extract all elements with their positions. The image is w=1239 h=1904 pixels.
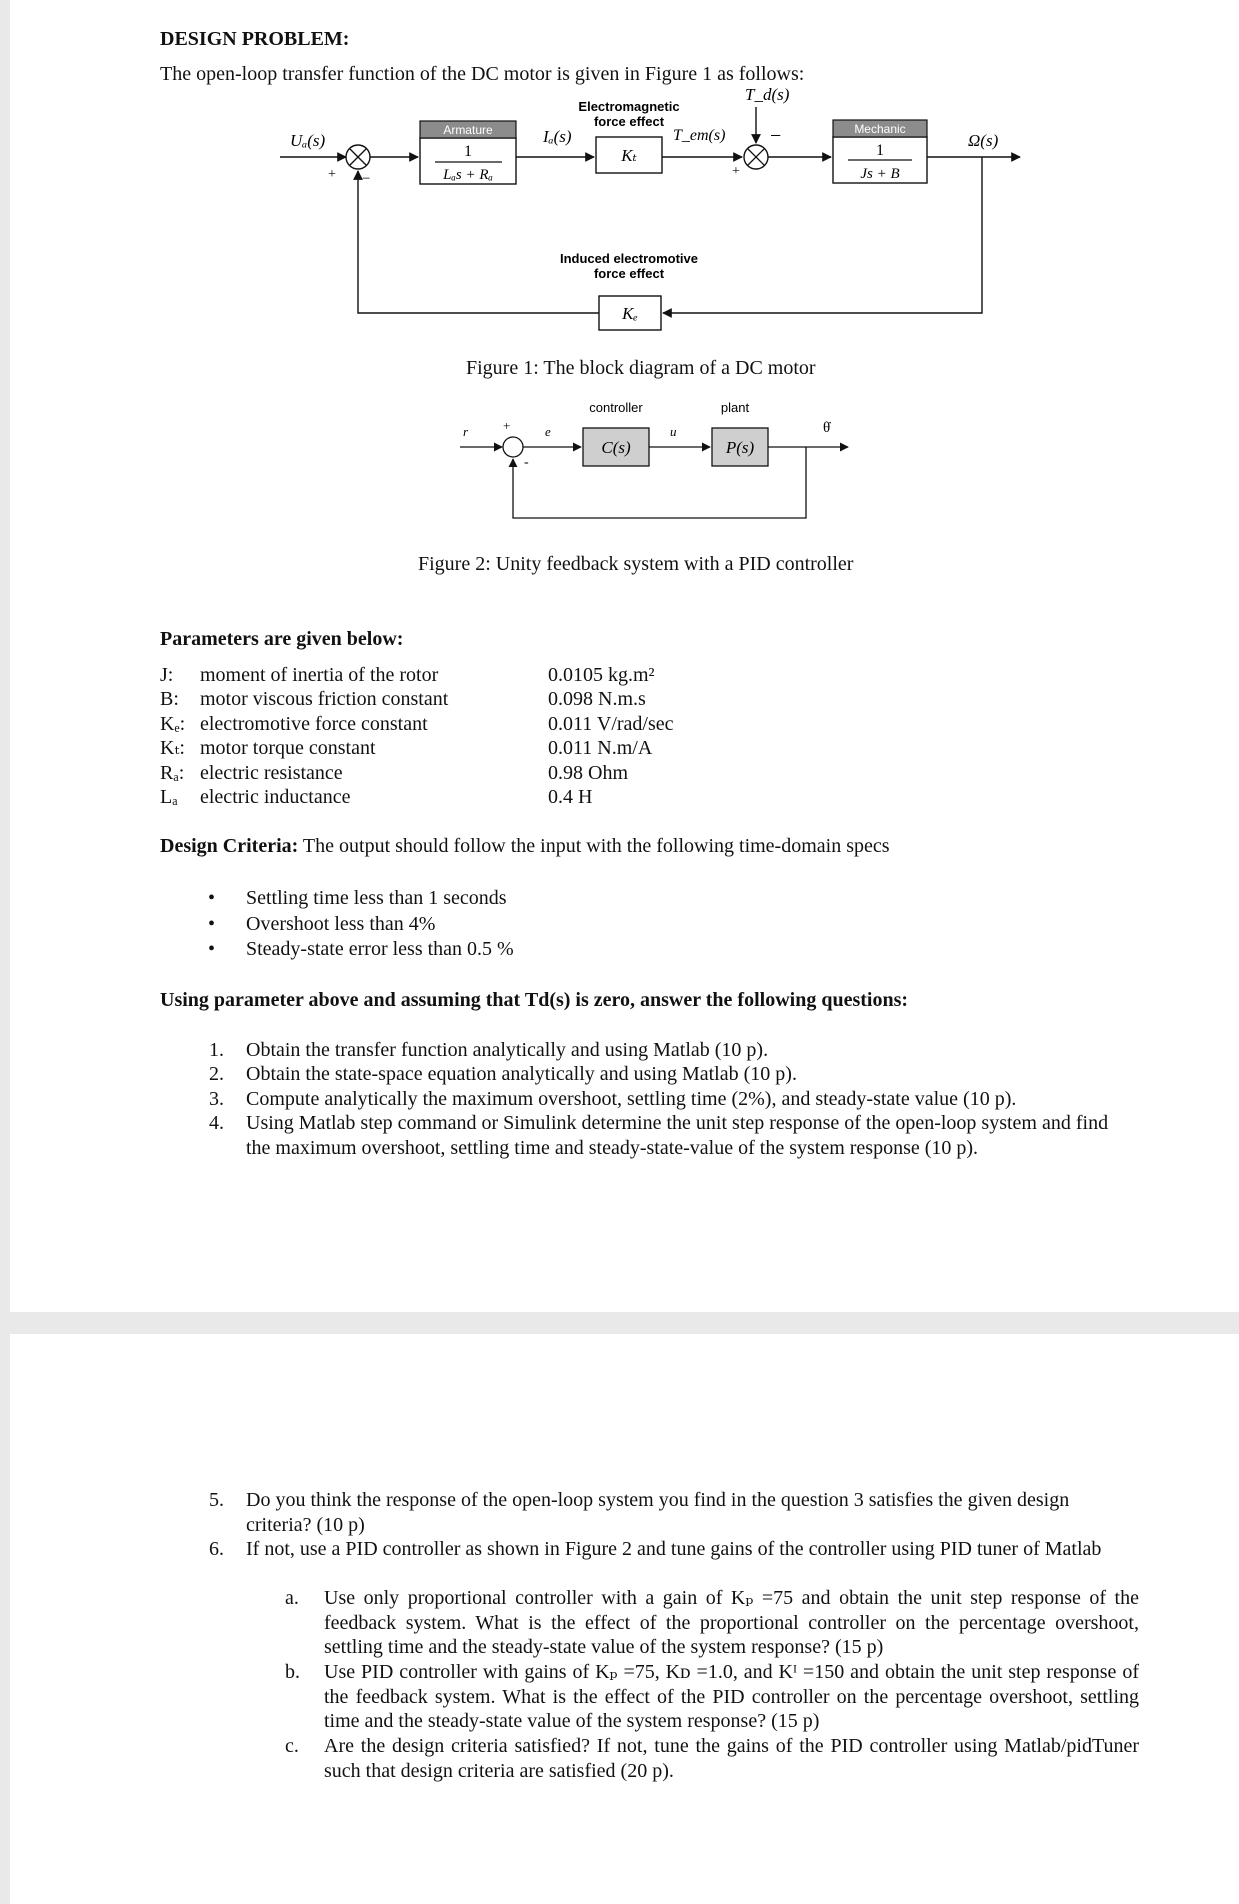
bullet-dot: • [208, 912, 216, 935]
question-text: Using Matlab step command or Simulink determine the unit step response of the open-loop system and find the maximum overshoot, settling time and steady-state-value of the system response (10 p). [246, 1112, 1109, 1159]
bullet-dot: • [208, 938, 216, 960]
parameters-title: Parameters are given below: [160, 628, 404, 650]
question-number: 6. [209, 1538, 224, 1560]
param-description: electric inductance [200, 786, 351, 808]
controller-block-label: C(s) [601, 438, 631, 457]
fig2-r: r [463, 424, 469, 439]
param-value: 0.4 H [548, 786, 593, 808]
summing-junction-2 [744, 145, 768, 169]
question-text: Do you think the response of the open-loop system you find in the question 3 satisfies the given design criteria? (10 p) [246, 1489, 1070, 1536]
td-label: T_d(s) [745, 85, 790, 104]
tem-label: T_em(s) [673, 127, 726, 144]
figure-1-caption: Figure 1: The block diagram of a DC motor [466, 357, 816, 379]
param-description: electromotive force constant [200, 712, 428, 735]
question-number: 5. [209, 1489, 224, 1511]
question-number: 4. [209, 1112, 224, 1134]
induced-label-2: force effect [593, 266, 665, 281]
armature-numerator: 1 [464, 143, 472, 160]
subquestion-text: Use only proportional controller with a gain of Kₚ =75 and obtain the unit step response of the feedback system. What is the effect of the proportional controller on the percentage overshoot, settling time and the steady-state value of the system response? (15 p) [324, 1587, 1139, 1658]
subquestion-number: b. [285, 1661, 300, 1683]
question-text: Obtain the state-space equation analytically and using Matlab (10 p). [246, 1063, 797, 1085]
subquestion-text: Use PID controller with gains of Kₚ =75, Kᴅ =1.0, and Kᴵ =150 and obtain the unit step response of the feedback system. What is the effect of the PID controller on the percentage overshoot, settling time and the steady-state value of the system response? (15 p) [324, 1661, 1139, 1732]
sum2-plus: + [732, 164, 740, 179]
param-description: motor viscous friction constant [200, 688, 449, 711]
plant-title: plant [720, 400, 750, 415]
param-symbol: Lₐ [160, 786, 178, 808]
ke-label: Kₑ [622, 304, 638, 323]
fig2-u: u [670, 424, 677, 439]
param-description: electric resistance [200, 761, 343, 784]
controller-title: controller [589, 400, 643, 415]
param-value: 0.0105 kg.m² [548, 664, 655, 686]
criteria-bullet: Overshoot less than 4% [246, 912, 436, 935]
design-criteria-text: The output should follow the input with the following time-domain specs [298, 835, 890, 857]
sum2-minus: − [770, 125, 782, 147]
subquestion-text: Are the design criteria satisfied? If not, tune the gains of the PID controller using Matlab/pidTuner such that design criteria are satisfied (20 p). [324, 1735, 1139, 1782]
param-value: 0.098 N.m.s [548, 688, 646, 711]
figure-2-caption: Figure 2: Unity feedback system with a PID controller [418, 553, 854, 575]
param-symbol: Kₑ: [160, 712, 186, 735]
fig2-summing-junction [503, 437, 523, 457]
subquestion-number: c. [285, 1735, 299, 1757]
sum1-plus: + [328, 167, 336, 182]
criteria-bullet: Steady-state error less than 0.5 % [246, 938, 514, 960]
param-value: 0.011 V/rad/sec [548, 712, 674, 735]
figure-2-block-diagram [10, 392, 1239, 542]
summing-junction-1 [346, 145, 370, 169]
param-value: 0.011 N.m/A [548, 737, 653, 760]
question-number: 1. [209, 1039, 224, 1061]
fig2-e: e [545, 424, 551, 439]
input-label: Uₐ(s) [290, 131, 326, 150]
param-symbol: Rₐ: [160, 761, 185, 784]
fig2-minus: - [524, 455, 529, 470]
fig2-output: θ̇ [823, 420, 831, 436]
mechanic-numerator: 1 [876, 142, 884, 159]
subquestion-number: a. [285, 1587, 299, 1609]
question-text: If not, use a PID controller as shown in Figure 2 and tune gains of the controller using PID tuner of Matlab [246, 1538, 1102, 1560]
design-criteria [160, 834, 890, 858]
em-label-1: Electromagnetic [578, 99, 680, 114]
param-symbol: B: [160, 688, 179, 711]
plant-block-label: P(s) [725, 438, 755, 457]
mechanic-denominator: Js + B [860, 166, 900, 182]
mechanic-title: Mechanic [854, 122, 906, 136]
kt-label: Kₜ [621, 146, 637, 165]
heading: DESIGN PROBLEM: [160, 28, 350, 50]
output-label: Ω(s) [968, 131, 999, 150]
page-2 [10, 1334, 1239, 1904]
em-label-2: force effect [593, 114, 665, 129]
induced-label-1: Induced electromotive [560, 251, 698, 266]
param-symbol: J: [160, 664, 174, 686]
param-description: motor torque constant [200, 737, 376, 760]
page-1 [10, 0, 1239, 1312]
armature-title: Armature [443, 123, 493, 137]
armature-denominator: Lₐs + Rₐ [443, 167, 493, 183]
bullet-dot: • [208, 887, 216, 909]
figure-1-block-diagram [10, 80, 1239, 360]
intro-text: The open-loop transfer function of the DC motor is given in Figure 1 as follows: [160, 63, 805, 85]
param-description: moment of inertia of the rotor [200, 664, 439, 686]
ia-label: Iₐ(s) [543, 127, 572, 146]
question-number: 3. [209, 1088, 224, 1110]
param-symbol: Kₜ: [160, 737, 185, 760]
sum1-minus: − [362, 171, 371, 187]
criteria-bullet: Settling time less than 1 seconds [246, 887, 507, 909]
param-value: 0.98 Ohm [548, 761, 628, 784]
question-number: 2. [209, 1063, 224, 1085]
fig2-plus: + [503, 418, 511, 433]
question-text: Compute analytically the maximum overshoot, settling time (2%), and steady-state value (10 p). [246, 1088, 1017, 1110]
design-criteria-label: Design Criteria: [160, 835, 299, 857]
question-text: Obtain the transfer function analytically and using Matlab (10 p). [246, 1039, 769, 1061]
questions-heading: Using parameter above and assuming that Td(s) is zero, answer the following questions: [160, 989, 909, 1011]
